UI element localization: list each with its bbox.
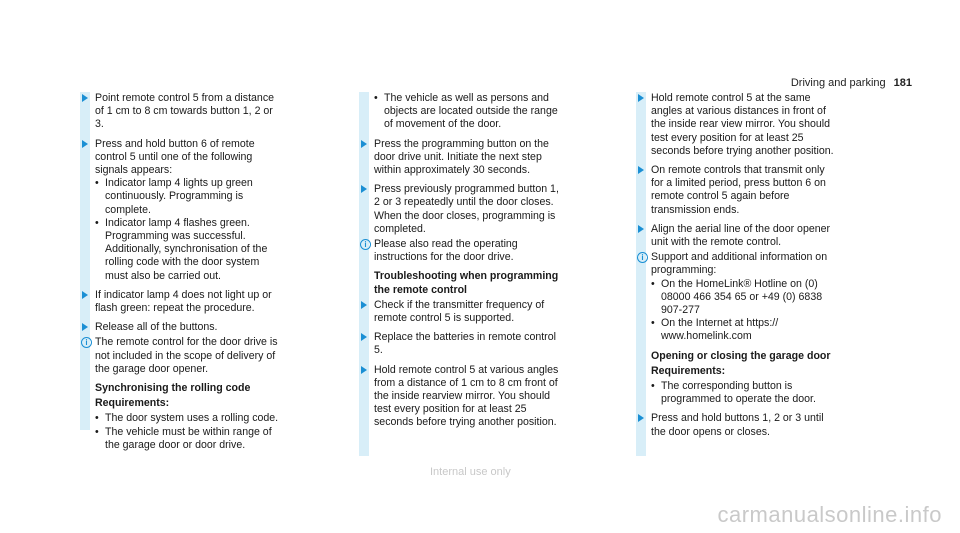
step: Press and hold button 6 of remote control 5 until one of the following signals appears: • Indicator lamp 4 lights up green continuously. Programming is complete. • Indicator lamp 4 flashes green. Programming was successful. Additionally, synchronisation of the rolling code with the door system must also be carried out. (80, 138, 280, 283)
arrow-icon (82, 140, 88, 148)
info-icon: i (637, 252, 648, 263)
arrow-icon (638, 94, 644, 102)
step: If indicator lamp 4 does not light up or flash green: repeat the procedure. (80, 289, 280, 315)
column-1 (80, 92, 280, 452)
step: Check if the transmitter frequency of remote control 5 is supported. (359, 299, 559, 325)
list-item: • Indicator lamp 4 lights up green continuously. Programming is complete. (95, 177, 280, 217)
list-item: • The vehicle as well as persons and objects are located outside the range of movement of the door. (374, 92, 559, 132)
site-watermark: carmanualsonline.info (717, 502, 942, 527)
list-item: • The door system uses a rolling code. (95, 412, 280, 425)
step: Hold remote control 5 at the same angles at various distances in front of the inside rear view mirror. You should test every position for at least 25 seconds before trying another position. (636, 92, 836, 158)
arrow-icon (361, 140, 367, 148)
step: Release all of the buttons. (80, 321, 280, 334)
step: Press previously programmed button 1, 2 or 3 repeatedly until the door closes. When the door closes, programming is completed. (359, 183, 559, 236)
step: Press and hold buttons 1, 2 or 3 until the door opens or closes. (636, 412, 836, 438)
arrow-icon (361, 366, 367, 374)
list-item: • Indicator lamp 4 flashes green. Programming was successful. Additionally, synchronisation of the rolling code with the door system must also be carried out. (95, 217, 280, 283)
arrow-icon (82, 291, 88, 299)
arrow-icon (361, 185, 367, 193)
step: On remote controls that transmit only for a limited period, press button 6 on remote control 5 again before transmission ends. (636, 164, 836, 217)
section-title: Driving and parking (790, 77, 886, 89)
note: i Please also read the operating instructions for the door drive. (359, 238, 559, 264)
list-item: • The corresponding button is programmed to operate the door. (651, 380, 836, 406)
info-icon: i (81, 337, 92, 348)
note: i The remote control for the door drive is not included in the scope of delivery of the garage door opener. (80, 336, 280, 376)
page-number: 181 (893, 77, 912, 89)
watermark: Internal use only (430, 466, 511, 478)
note: i Support and additional information on programming: • On the HomeLink® Hotline on (0) 08000 466 354 65 or +49 (0) 6838 907-277 • On the Internet at https:// www.homelink.com (636, 251, 836, 343)
heading: Troubleshooting when programming the remote control (374, 270, 559, 296)
arrow-icon (638, 166, 644, 174)
list-item: • The vehicle must be within range of the garage door or door drive. (95, 426, 280, 452)
step: Replace the batteries in remote control 5. (359, 331, 559, 357)
column-2 (359, 92, 559, 436)
step: Align the aerial line of the door opener unit with the remote control. (636, 223, 836, 249)
list-item: • On the HomeLink® Hotline on (0) 08000 466 354 65 or +49 (0) 6838 907-277 (651, 278, 836, 318)
arrow-icon (361, 333, 367, 341)
page-header (791, 77, 912, 89)
step: Point remote control 5 from a distance of 1 cm to 8 cm towards button 1, 2 or 3. (80, 92, 280, 132)
list-item: • On the Internet at https:// www.homelink.com (651, 317, 836, 343)
heading: Synchronising the rolling code (95, 382, 251, 395)
arrow-icon (638, 414, 644, 422)
column-3 (636, 92, 836, 445)
info-icon: i (360, 239, 371, 250)
requirements-label: Requirements: (651, 364, 726, 377)
arrow-icon (82, 323, 88, 331)
step: Hold remote control 5 at various angles from a distance of 1 cm to 8 cm front of the inside rearview mirror. You should test every position for at least 25 seconds before trying another position. (359, 364, 559, 430)
requirements-label: Requirements: (95, 397, 170, 410)
step: Press the programming button on the door drive unit. Initiate the next step within approximately 30 seconds. (359, 138, 559, 178)
heading: Opening or closing the garage door (651, 349, 831, 362)
arrow-icon (82, 94, 88, 102)
arrow-icon (638, 225, 644, 233)
arrow-icon (361, 301, 367, 309)
